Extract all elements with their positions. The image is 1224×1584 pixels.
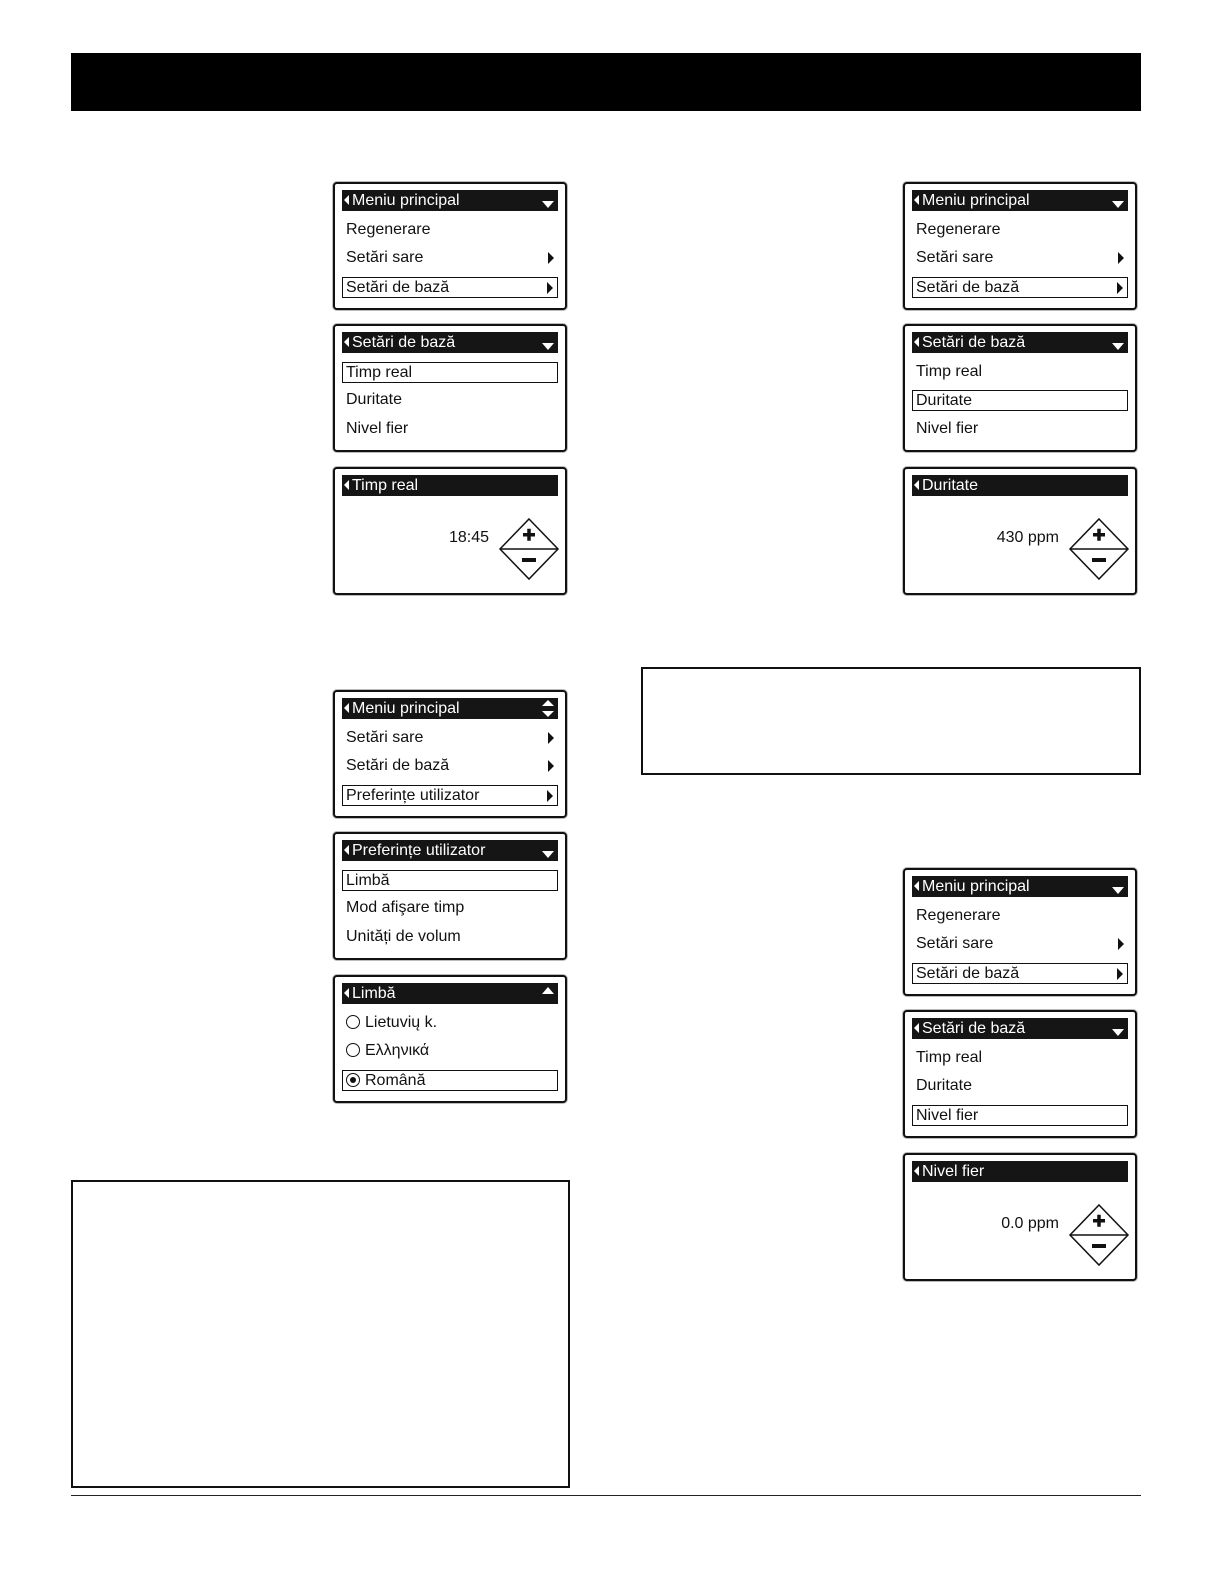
menu-item-label: Nivel fier — [916, 1107, 979, 1124]
back-arrow-icon[interactable] — [344, 845, 349, 855]
menu-item-label: Timp real — [916, 363, 983, 380]
back-arrow-icon[interactable] — [344, 703, 349, 713]
lcd-title-text: Meniu principal — [922, 192, 1030, 209]
back-arrow-icon[interactable] — [914, 1023, 919, 1033]
lcd-real-time-screen — [333, 467, 567, 595]
back-arrow-icon[interactable] — [914, 1166, 919, 1176]
scroll-down-icon — [1112, 201, 1124, 208]
menu-item-label: Setări sare — [916, 935, 994, 952]
lcd-main-menu-scrolled-screen — [333, 690, 567, 818]
back-arrow-icon[interactable] — [914, 881, 919, 891]
scroll-down-icon — [542, 711, 554, 717]
menu-item-setari-sare[interactable] — [912, 248, 1128, 269]
menu-item-label: Setări de bază — [346, 279, 450, 296]
lcd-basic-settings-screen — [333, 324, 567, 452]
lcd-title-text: Setări de bază — [922, 1020, 1026, 1037]
plus-minus-adjust-icon[interactable] — [1068, 1203, 1130, 1267]
lcd-title-bar[interactable] — [912, 190, 1128, 211]
menu-item-regenerare[interactable] — [342, 220, 558, 241]
lcd-title-text: Meniu principal — [352, 192, 460, 209]
lcd-title-bar[interactable] — [912, 876, 1128, 897]
back-arrow-icon[interactable] — [344, 988, 349, 998]
back-arrow-icon[interactable] — [914, 480, 919, 490]
lcd-title-text: Nivel fier — [922, 1163, 985, 1180]
menu-item-label: Setări sare — [346, 249, 424, 266]
lcd-title-text: Setări de bază — [352, 334, 456, 351]
menu-item-nivel-fier[interactable] — [912, 419, 1128, 440]
menu-item-timp-real[interactable] — [912, 1048, 1128, 1069]
menu-item-nivel-fier[interactable] — [912, 1105, 1128, 1126]
menu-item-timp-real[interactable] — [912, 362, 1128, 383]
menu-item-label: Setări de bază — [346, 757, 450, 774]
lcd-main-menu-screen — [333, 182, 567, 310]
note-box-left — [71, 1180, 570, 1488]
submenu-arrow-icon — [1118, 252, 1124, 264]
plus-minus-adjust-icon[interactable] — [498, 517, 560, 581]
menu-item-setari-de-baza[interactable] — [342, 756, 558, 777]
menu-item-label: Nivel fier — [916, 420, 979, 437]
radio-button-icon[interactable] — [346, 1043, 360, 1057]
menu-item-regenerare[interactable] — [912, 220, 1128, 241]
menu-item-label: Unități de volum — [346, 928, 461, 945]
hardness-value: 430 ppm — [996, 529, 1059, 546]
lcd-title-bar[interactable] — [342, 475, 558, 496]
language-option-romana[interactable] — [342, 1070, 558, 1091]
menu-item-label: Timp real — [916, 1049, 983, 1066]
menu-item-nivel-fier[interactable] — [342, 419, 558, 440]
back-arrow-icon[interactable] — [914, 337, 919, 347]
lcd-main-menu-screen — [903, 182, 1137, 310]
lcd-title-bar[interactable] — [342, 698, 558, 719]
language-label: Română — [365, 1072, 426, 1089]
submenu-arrow-icon — [548, 732, 554, 744]
menu-item-preferinte-utilizator[interactable] — [342, 785, 558, 806]
scroll-up-icon — [542, 987, 554, 994]
submenu-arrow-icon — [1117, 968, 1123, 980]
menu-item-duritate[interactable] — [342, 390, 558, 411]
scroll-down-icon — [542, 201, 554, 208]
lcd-title-bar[interactable] — [342, 332, 558, 353]
scroll-down-icon — [1112, 887, 1124, 894]
language-label: Lietuvių k. — [365, 1014, 438, 1031]
menu-item-setari-de-baza[interactable] — [912, 277, 1128, 298]
submenu-arrow-icon — [548, 760, 554, 772]
menu-item-regenerare[interactable] — [912, 906, 1128, 927]
lcd-main-menu-screen — [903, 868, 1137, 996]
language-label: Ελληνικά — [365, 1042, 430, 1059]
note-box-right — [641, 667, 1141, 775]
menu-item-mod-afisare-timp[interactable] — [342, 898, 558, 919]
plus-minus-adjust-icon[interactable] — [1068, 517, 1130, 581]
menu-item-setari-sare[interactable] — [342, 248, 558, 269]
lcd-iron-level-screen — [903, 1153, 1137, 1281]
menu-item-setari-sare[interactable] — [342, 728, 558, 749]
menu-item-setari-sare[interactable] — [912, 934, 1128, 955]
back-arrow-icon[interactable] — [344, 195, 349, 205]
menu-item-label: Mod afişare timp — [346, 899, 465, 916]
menu-item-label: Nivel fier — [346, 420, 409, 437]
menu-item-label: Setări sare — [346, 729, 424, 746]
menu-item-label: Regenerare — [916, 907, 1001, 924]
lcd-title-text: Meniu principal — [922, 878, 1030, 895]
menu-item-label: Setări sare — [916, 249, 994, 266]
menu-item-label: Timp real — [346, 364, 413, 381]
menu-item-unitati-de-volum[interactable] — [342, 927, 558, 948]
lcd-title-bar[interactable] — [912, 332, 1128, 353]
lcd-title-text: Meniu principal — [352, 700, 460, 717]
menu-item-label: Duritate — [916, 1077, 973, 1094]
submenu-arrow-icon — [1117, 282, 1123, 294]
page-header-bar — [71, 53, 1141, 111]
radio-button-icon[interactable] — [346, 1015, 360, 1029]
radio-button-selected-icon[interactable] — [346, 1073, 360, 1087]
menu-item-label: Setări de bază — [916, 965, 1020, 982]
footer-divider — [71, 1495, 1141, 1496]
menu-item-setari-de-baza[interactable] — [912, 963, 1128, 984]
lcd-user-preferences-screen — [333, 832, 567, 960]
submenu-arrow-icon — [548, 252, 554, 264]
back-arrow-icon[interactable] — [344, 337, 349, 347]
lcd-language-screen — [333, 975, 567, 1103]
lcd-title-text: Preferințe utilizator — [352, 842, 486, 859]
lcd-title-bar[interactable] — [912, 1161, 1128, 1182]
menu-item-label: Duritate — [916, 392, 973, 409]
submenu-arrow-icon — [547, 282, 553, 294]
submenu-arrow-icon — [547, 790, 553, 802]
menu-item-duritate[interactable] — [912, 390, 1128, 411]
menu-item-duritate[interactable] — [912, 1076, 1128, 1097]
scroll-down-icon — [542, 343, 554, 350]
menu-item-setari-de-baza[interactable] — [342, 277, 558, 298]
menu-item-label: Regenerare — [346, 221, 431, 238]
language-option-lietuviu[interactable] — [342, 1013, 558, 1034]
lcd-title-bar[interactable] — [342, 840, 558, 861]
lcd-title-text: Timp real — [352, 477, 419, 494]
menu-item-timp-real[interactable] — [342, 362, 558, 383]
back-arrow-icon[interactable] — [914, 195, 919, 205]
menu-item-label: Duritate — [346, 391, 403, 408]
scroll-down-icon — [1112, 1029, 1124, 1036]
lcd-basic-settings-screen — [903, 1010, 1137, 1138]
lcd-title-bar[interactable] — [912, 475, 1128, 496]
menu-item-label: Regenerare — [916, 221, 1001, 238]
language-option-ellinika[interactable] — [342, 1041, 558, 1062]
menu-item-limba[interactable] — [342, 870, 558, 891]
scroll-up-icon — [542, 700, 554, 706]
lcd-title-bar[interactable] — [342, 190, 558, 211]
lcd-title-bar[interactable] — [912, 1018, 1128, 1039]
menu-item-label: Setări de bază — [916, 279, 1020, 296]
lcd-basic-settings-screen — [903, 324, 1137, 452]
menu-item-label: Preferințe utilizator — [346, 787, 480, 804]
submenu-arrow-icon — [1118, 938, 1124, 950]
scroll-down-icon — [1112, 343, 1124, 350]
lcd-title-text: Setări de bază — [922, 334, 1026, 351]
iron-level-value: 0.0 ppm — [1001, 1215, 1059, 1232]
scroll-down-icon — [542, 851, 554, 858]
time-value: 18:45 — [448, 529, 489, 546]
menu-item-label: Limbă — [346, 872, 390, 889]
lcd-title-bar[interactable] — [342, 983, 558, 1004]
lcd-title-text: Duritate — [922, 477, 979, 494]
back-arrow-icon[interactable] — [344, 480, 349, 490]
lcd-title-text: Limbă — [352, 985, 396, 1002]
lcd-hardness-screen — [903, 467, 1137, 595]
